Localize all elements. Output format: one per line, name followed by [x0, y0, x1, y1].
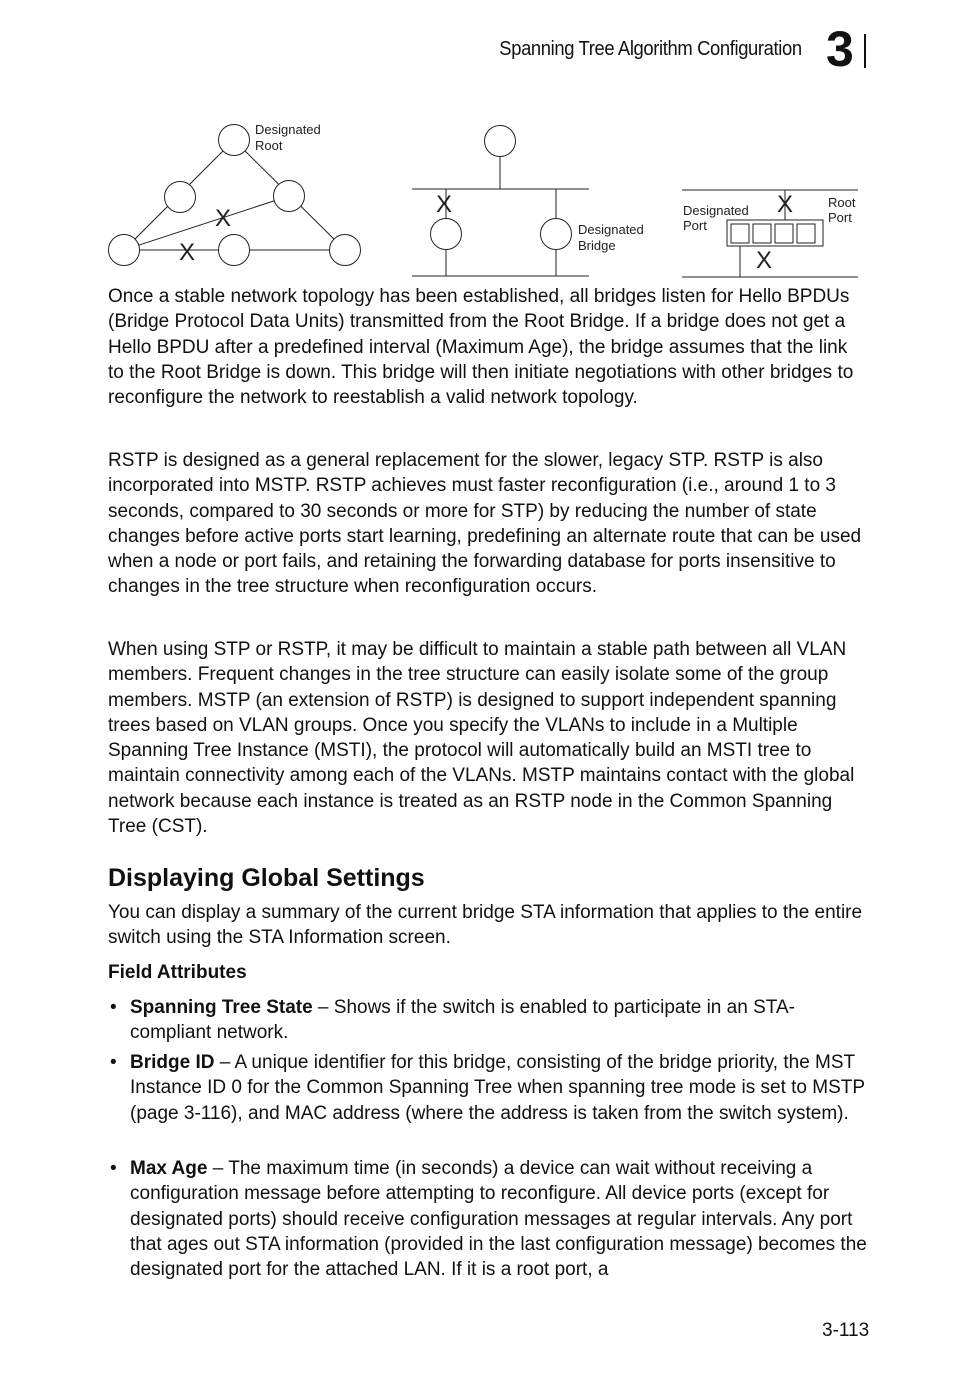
- bridge-node: [330, 235, 361, 266]
- designated-root-label-line2: Root: [255, 138, 283, 153]
- designated-root-label-line1: Designated: [255, 122, 321, 137]
- spanning-tree-figure: [0, 110, 954, 282]
- bullet-text: – A unique identifier for this bridge, consisting of the bridge priority, the MST Instance ID 0 for the Common Spanning Tree when spanning tree mode is set to MSTP (page 3-116), and MAC address (where the address is taken from the switch system).: [130, 1052, 865, 1124]
- body-paragraph: RSTP is designed as a general replacement for the slower, legacy STP. RSTP is also incorporated into MSTP. RSTP achieves must faster reconfiguration (i.e., around 1 to 3 seconds, compared to 30 seconds or more for STP) by reducing the number of state changes before active ports start learning, predefining an alternate route that can be used when a node or port fails, and retaining the forwarding database for ports insensitive to changes in the tree structure when reconfiguration occurs.: [108, 450, 862, 598]
- bullet-symbol: •: [110, 1052, 117, 1073]
- blocked-link-mark: X: [435, 191, 453, 218]
- field-attributes-heading: Field Attributes: [108, 962, 247, 983]
- blocked-port-mark: X: [755, 247, 773, 274]
- bullet-text: – The maximum time (in seconds) a device can wait without receiving a configuration message before attempting to reconfigure. All device ports (except for designated ports) should receive configuration messages at regular intervals. Any port that ages out STA information (provided in the last configuration message) becomes the designated port for the attached LAN. If it is a root port, a: [130, 1158, 867, 1281]
- body-paragraph: Once a stable network topology has been established, all bridges listen for Hello BPDUs (Bridge Protocol Data Units) transmitted from the Root Bridge. If a bridge does not get a Hello BPDU after a predefined interval (Maximum Age), the bridge assumes that the link to the Root Bridge is down. This bridge will then initiate negotiations with other bridges to reconfigure the network to reestablish a valid network topology.: [108, 286, 854, 409]
- designated-port-label-line2: Port: [683, 218, 707, 233]
- bridge-node: [109, 235, 140, 266]
- bullet-item: [108, 995, 868, 1046]
- bullet-term: Max Age: [130, 1158, 208, 1179]
- bridge-node: [274, 181, 305, 212]
- page-number: 3-113: [822, 1320, 870, 1341]
- bullet-text: – Shows if the switch is enabled to participate in an STA-compliant network.: [130, 997, 795, 1044]
- designated-root-node: [219, 125, 250, 156]
- root-port-label-line1: Root: [828, 195, 856, 210]
- blocked-link-mark: X: [178, 239, 196, 266]
- bridge-node: [431, 219, 462, 250]
- bullet-item: [108, 1050, 868, 1126]
- bullet-term: Bridge ID: [130, 1052, 215, 1073]
- mesh-topology-diagram: [109, 125, 361, 266]
- bullet-symbol: •: [110, 1158, 117, 1179]
- designated-bridge-label-line1: Designated: [578, 222, 644, 237]
- bullet-symbol: •: [110, 997, 117, 1018]
- bridge-node: [165, 182, 196, 213]
- bullet-item: [108, 1156, 868, 1282]
- port-box: [775, 224, 793, 243]
- designated-bridge-node: [541, 219, 572, 250]
- bullet-term: Spanning Tree State: [130, 997, 313, 1018]
- section-intro: You can display a summary of the current bridge STA information that applies to the entire switch using the STA Information screen.: [108, 902, 863, 949]
- blocked-port-mark: X: [776, 191, 794, 218]
- port-box: [797, 224, 815, 243]
- chapter-rule: [864, 34, 866, 68]
- section-title: Displaying Global Settings: [108, 864, 425, 892]
- designated-bridge-label-line2: Bridge: [578, 238, 616, 253]
- bridge-node: [485, 126, 516, 157]
- blocked-link-mark: X: [214, 205, 232, 232]
- running-header-title: Spanning Tree Algorithm Configuration: [499, 38, 802, 60]
- chapter-number: 3: [826, 21, 854, 77]
- designated-port-label-line1: Designated: [683, 203, 749, 218]
- port-box: [753, 224, 771, 243]
- root-port-label-line2: Port: [828, 210, 852, 225]
- port-box: [731, 224, 749, 243]
- body-paragraph: When using STP or RSTP, it may be difficult to maintain a stable path between all VLAN members. Frequent changes in the tree structure can easily isolate some of the group members. MSTP (an extension of RSTP) is designed to support independent spanning trees based on VLAN groups. Once you specify the VLANs to include in a Multiple Spanning Tree Instance (MSTI), the protocol will automatically build an MSTI tree to maintain connectivity among each of the VLANs. MSTP maintains contact with the global network because each instance is treated as an RSTP node in the Common Spanning Tree (CST).: [108, 639, 855, 838]
- bridge-node: [219, 235, 250, 266]
